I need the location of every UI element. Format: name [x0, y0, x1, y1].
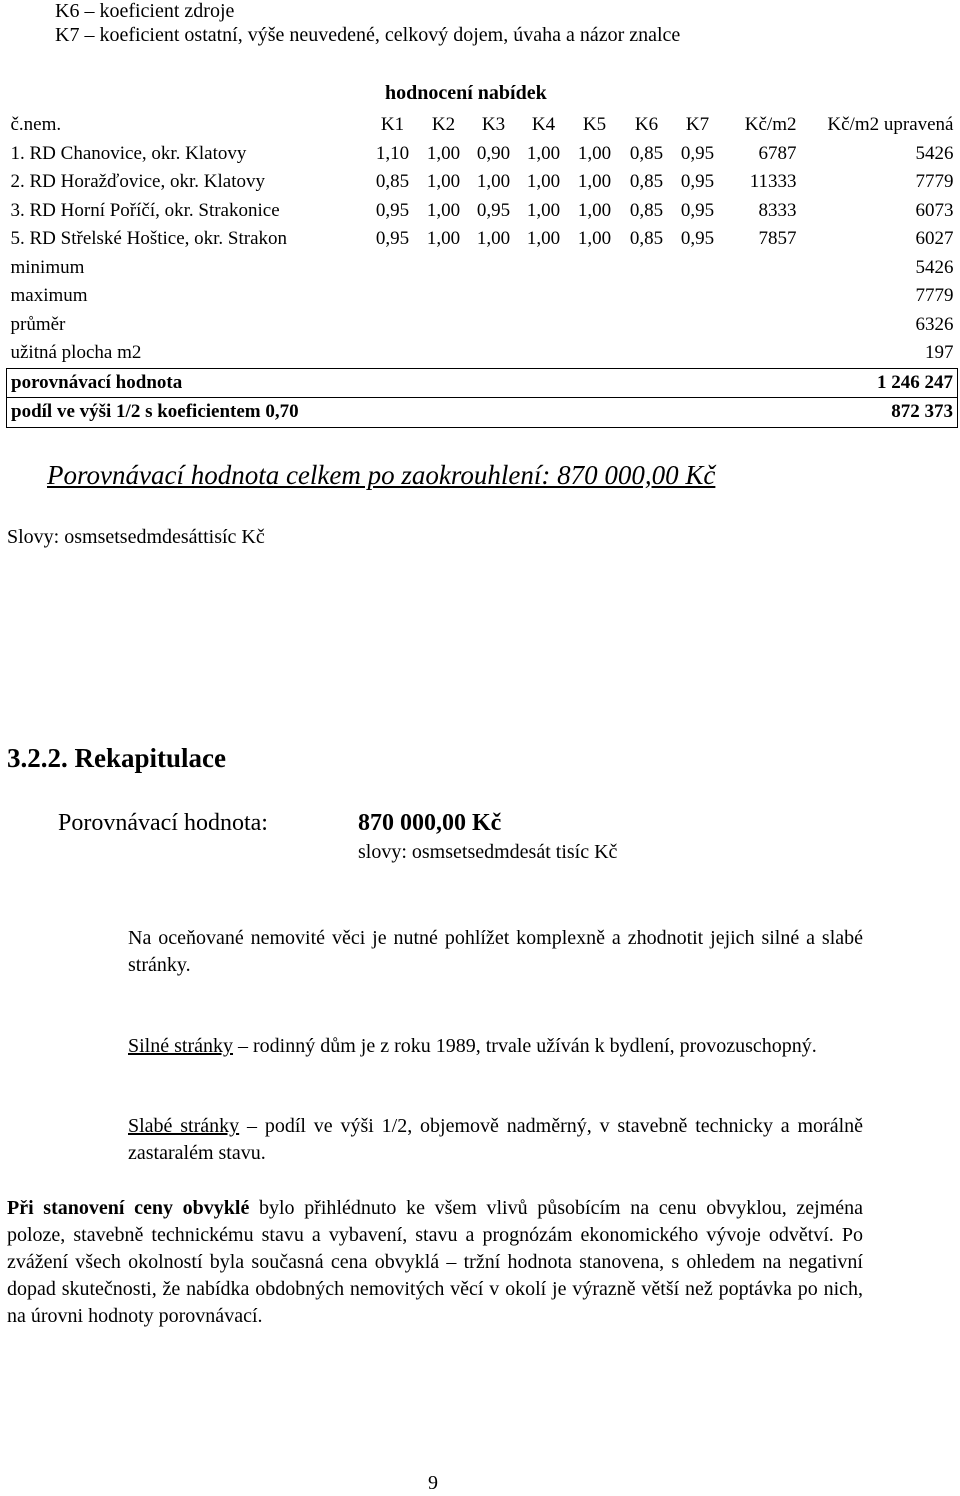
final-bold-2: obvyklé	[182, 1197, 250, 1219]
section-heading: 3.2.2. Rekapitulace	[7, 743, 226, 773]
intro-paragraph: Na oceňované nemovité věci je nutné pohlížet komplexně a zhodnotit jejich silné a slabé stránky.	[128, 927, 863, 976]
column-header: K5	[582, 114, 607, 135]
table-cell: 0,95	[476, 199, 511, 221]
weak-label: Slabé stránky	[128, 1115, 240, 1137]
column-header: K2	[431, 114, 456, 135]
porovnavaci-row	[7, 368, 958, 398]
table-row	[7, 140, 958, 169]
table-cell: 1,00	[426, 142, 461, 164]
column-header: K3	[481, 114, 506, 135]
weak-text: – podíl ve výši 1/2, objemově nadměrný, v stavebně technicky a morálně zastaralém stavu.	[128, 1115, 864, 1164]
table-row	[7, 197, 958, 226]
table-row	[7, 168, 958, 197]
table-cell: 0,85	[629, 199, 664, 221]
recap-words: slovy: osmsetsedmdesát tisíc Kč	[358, 841, 618, 863]
summary-row	[7, 282, 958, 311]
table-cell: 2. RD Horažďovice, okr. Klatovy	[10, 171, 265, 192]
final-paragraph	[7, 1195, 863, 1330]
table-cell: 3. RD Horní Poříčí, okr. Strakonice	[10, 199, 280, 221]
legend-k7: K7 – koeficient ostatní, výše neuvedené, celkový dojem, úvaha a názor znalce	[55, 24, 681, 46]
table-header-row	[7, 111, 958, 140]
table-cell: 1,00	[577, 228, 612, 249]
table-cell: 1,00	[526, 228, 561, 249]
podil-label: podíl ve výši 1/2 s koeficientem 0,70	[7, 398, 801, 428]
weak-points	[128, 1113, 863, 1167]
valuation-table	[6, 111, 958, 428]
column-header: K1	[380, 114, 405, 135]
recap-label: Porovnávací hodnota:	[58, 810, 268, 836]
table-cell: 7857	[758, 228, 797, 249]
final-text: bylo přihlédnuto ke všem vlivů působícím na cenu obvyklou, zejména poloze, stavebně technickému stavu a vybavení, stavu a prognózám ekonomického vývoje odvětví. Po zvážení všech okolností byla současná cena obvyklá – tržní hodnota stanovena, s ohledem na negativní dopad skutečnosti, že nabídka obdobných nemovitých věcí v okolí je výrazně větší než poptávka po nich, na úrovni hodnoty porovnávací.	[7, 1197, 864, 1327]
table-cell: 8333	[758, 199, 797, 221]
table-cell: 11333	[749, 171, 797, 192]
legend-k6: K6 – koeficient zdroje	[55, 0, 235, 22]
column-header: Kč/m2	[744, 114, 797, 135]
summary-value: 5426	[915, 256, 954, 278]
strong-text: – rodinný dům je z roku 1989, trvale užíván k bydlení, provozuschopný.	[238, 1035, 817, 1057]
summary-label: maximum	[10, 285, 88, 306]
final-bold-1: Při stanovení ceny	[7, 1197, 173, 1219]
slovy-line: Slovy: osmsetsedmdesáttisíc Kč	[7, 526, 265, 548]
podil-row	[7, 398, 958, 428]
summary-value: 7779	[915, 285, 954, 306]
summary-value: 6326	[915, 313, 954, 335]
summary-label: minimum	[10, 256, 85, 278]
table-cell: 1. RD Chanovice, okr. Klatovy	[10, 142, 247, 164]
table-cell: 1,00	[476, 171, 511, 192]
table-cell: 0,95	[680, 228, 715, 249]
page-number: 9	[428, 1472, 438, 1494]
table-cell: 0,90	[476, 142, 511, 164]
table-cell: 0,85	[629, 171, 664, 192]
column-header: č.nem.	[10, 114, 62, 135]
table-cell: 6073	[915, 199, 954, 221]
table-cell: 0,95	[680, 199, 715, 221]
podil-value: 872 373	[801, 398, 958, 428]
table-cell: 5. RD Střelské Hoštice, okr. Strakon	[10, 228, 288, 249]
strong-label: Silné stránky	[128, 1035, 233, 1057]
column-header: Kč/m2 upravená	[827, 114, 954, 135]
table-cell: 1,00	[577, 199, 612, 221]
table-cell: 5426	[915, 142, 954, 164]
table-cell: 1,00	[426, 199, 461, 221]
column-header: K7	[685, 114, 710, 135]
table-cell: 1,00	[426, 171, 461, 192]
summary-label: užitná plocha m2	[10, 342, 142, 363]
summary-value: 197	[925, 342, 954, 363]
table-cell: 0,85	[375, 171, 410, 192]
table-cell: 1,00	[577, 142, 612, 164]
table-cell: 7779	[915, 171, 954, 192]
table-cell: 1,00	[526, 199, 561, 221]
table-cell: 0,95	[375, 199, 410, 221]
strong-points	[128, 1033, 863, 1060]
table-cell: 1,10	[375, 142, 410, 164]
table-cell: 0,95	[680, 142, 715, 164]
table-title: hodnocení nabídek	[385, 82, 547, 104]
table-cell: 1,00	[526, 142, 561, 164]
table-cell: 1,00	[426, 228, 461, 249]
table-cell: 6787	[758, 142, 797, 164]
table-cell: 1,00	[577, 171, 612, 192]
table-cell: 6027	[915, 228, 954, 249]
table-cell: 1,00	[526, 171, 561, 192]
table-row	[7, 225, 958, 254]
porovnavaci-value: 1 246 247	[801, 368, 958, 398]
summary-label: průměr	[10, 313, 66, 335]
column-header: K6	[634, 114, 659, 135]
total-value: Porovnávací hodnota celkem po zaokrouhlení: 870 000,00 Kč	[47, 460, 716, 490]
table-cell: 0,85	[629, 228, 664, 249]
porovnavaci-label: porovnávací hodnota	[7, 368, 801, 398]
recap-value: 870 000,00 Kč	[358, 810, 502, 836]
column-header: K4	[531, 114, 556, 135]
table-cell: 0,95	[680, 171, 715, 192]
table-cell: 1,00	[476, 228, 511, 249]
table-cell: 0,95	[375, 228, 410, 249]
summary-row	[7, 339, 958, 368]
table-cell: 0,85	[629, 142, 664, 164]
summary-row	[7, 311, 958, 340]
summary-row	[7, 254, 958, 283]
